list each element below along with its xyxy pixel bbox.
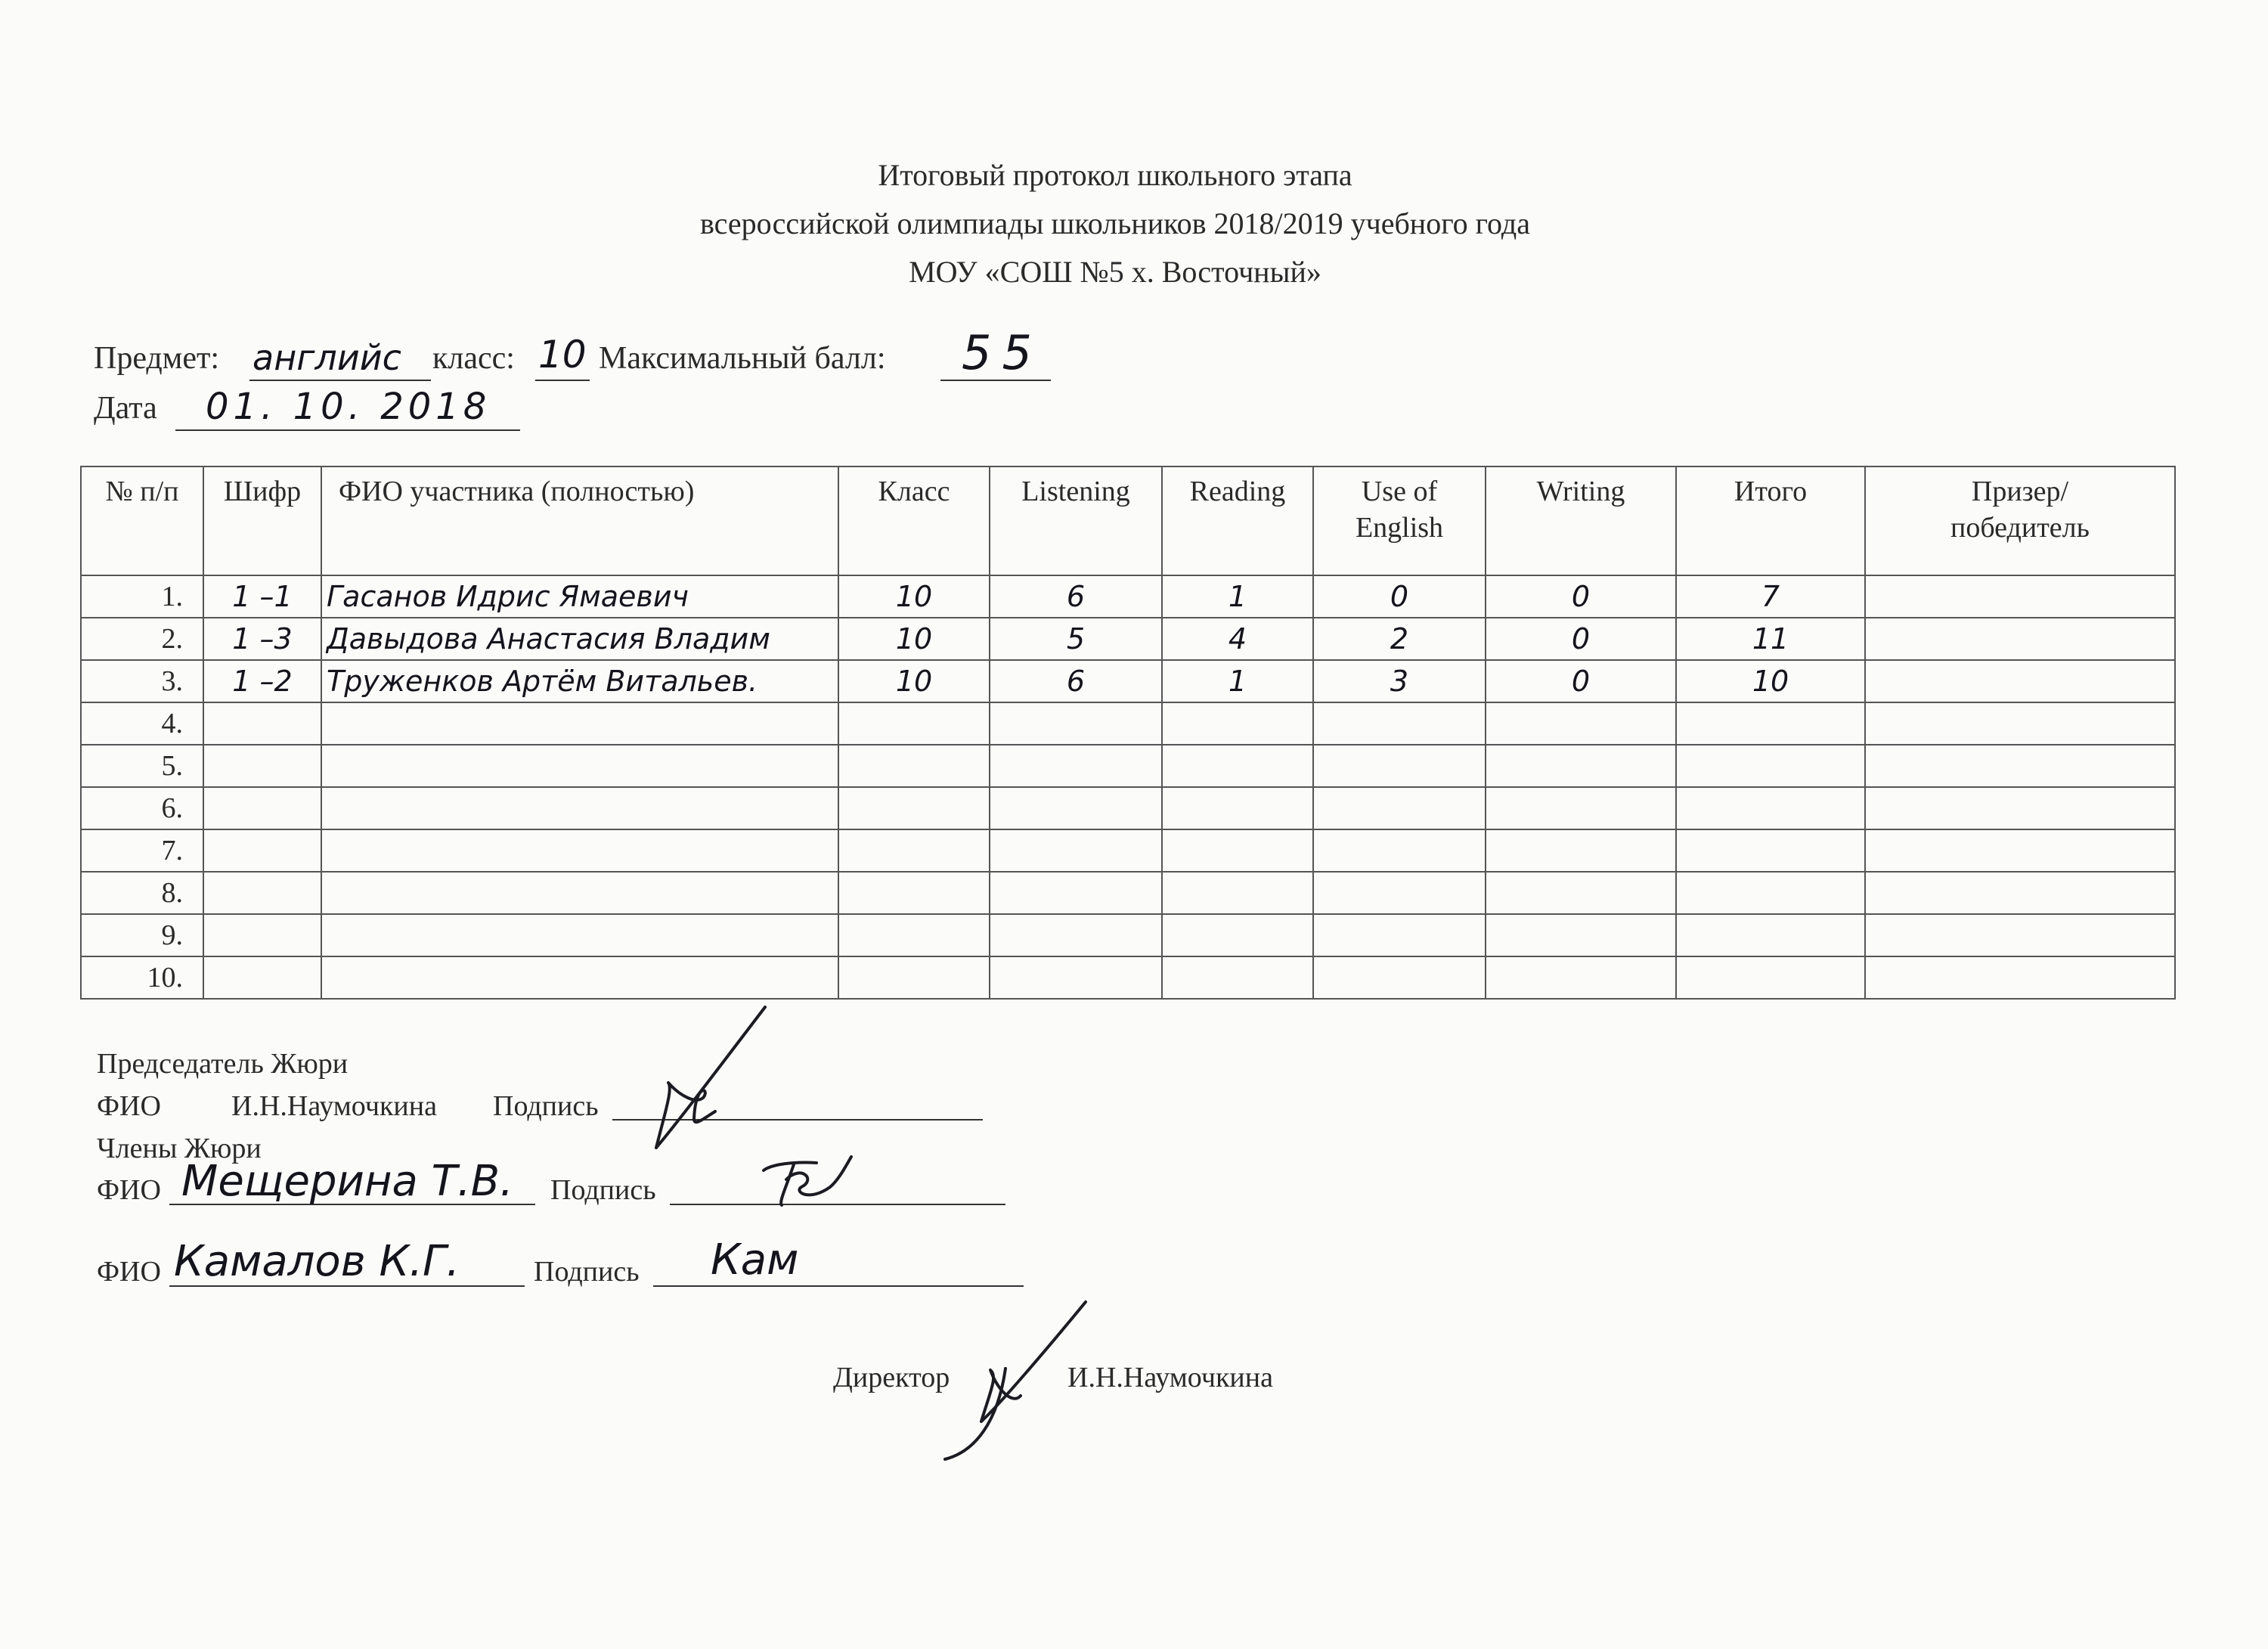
chair-name: И.Н.Наумочкина xyxy=(231,1090,437,1122)
member1-signature-scribble xyxy=(764,1157,851,1205)
header-class: Класс xyxy=(838,466,990,575)
director-signature-scribble xyxy=(945,1302,1086,1459)
title-line-1: Итоговый протокол школьного этапа xyxy=(878,158,1352,192)
row-num-cell: 9. xyxy=(81,914,203,956)
director-label: Директор xyxy=(833,1362,950,1393)
row-use-of-english-cell: 0 xyxy=(1313,575,1486,618)
header-total: Итого xyxy=(1676,466,1865,575)
row-num-cell: 5. xyxy=(81,745,203,787)
class-label: класс: xyxy=(432,341,515,376)
row-code-cell: 1 –2 xyxy=(203,660,321,702)
header-use-of-english-line1: Use of xyxy=(1361,476,1438,507)
row-listening-cell: 6 xyxy=(990,575,1162,618)
row-listening-cell: 5 xyxy=(990,618,1162,660)
row-code-cell: 1 –1 xyxy=(203,575,321,618)
header-reading: Reading xyxy=(1162,466,1313,575)
row-class-cell: 10 xyxy=(838,575,990,618)
header-code: Шифр xyxy=(203,466,321,575)
row-writing-cell: 0 xyxy=(1486,660,1676,702)
row-reading-cell: 1 xyxy=(1162,660,1313,702)
row-num-cell: 3. xyxy=(81,660,203,702)
header-use-of-english-line2: English xyxy=(1355,512,1444,544)
chair-label: Председатель Жюри xyxy=(97,1048,349,1080)
subject-label: Предмет: xyxy=(94,341,220,376)
title-line-3: МОУ «СОШ №5 х. Восточный» xyxy=(909,255,1321,289)
member1-fio-label: ФИО xyxy=(97,1174,161,1206)
header-prize-line1: Призер/ xyxy=(1971,476,2069,507)
header-writing: Writing xyxy=(1486,466,1676,575)
header-num: № п/п xyxy=(81,466,203,575)
row-num-cell: 7. xyxy=(81,829,203,872)
row-total-cell: 10 xyxy=(1676,660,1865,702)
row-num-cell: 10. xyxy=(81,956,203,999)
class-value: 10 xyxy=(538,333,587,377)
chair-signature-label: Подпись xyxy=(493,1090,599,1122)
row-num-cell: 2. xyxy=(81,618,203,660)
max-score-value: 55 xyxy=(962,325,1043,380)
header-listening: Listening xyxy=(990,466,1162,575)
row-listening-cell: 6 xyxy=(990,660,1162,702)
member1-signature-label: Подпись xyxy=(550,1174,656,1206)
row-num-cell: 1. xyxy=(81,575,203,618)
chair-fio-label: ФИО xyxy=(97,1090,161,1122)
row-code-cell: 1 –3 xyxy=(203,618,321,660)
row-name-cell: Давыдова Анастасия Владим xyxy=(321,618,838,660)
row-use-of-english-cell: 3 xyxy=(1313,660,1486,702)
max-score-label: Максимальный балл: xyxy=(599,341,886,376)
members-label: Члены Жюри xyxy=(97,1133,262,1164)
member2-name: Камалов К.Г. xyxy=(174,1237,460,1286)
row-num-cell: 6. xyxy=(81,787,203,829)
row-class-cell: 10 xyxy=(838,618,990,660)
member2-signature: Кам xyxy=(711,1235,799,1285)
row-total-cell: 7 xyxy=(1676,575,1865,618)
subject-value: английс xyxy=(253,337,401,378)
row-name-cell: Труженков Артём Витальев. xyxy=(321,660,838,702)
member2-fio-label: ФИО xyxy=(97,1256,161,1288)
row-num-cell: 4. xyxy=(81,702,203,745)
row-writing-cell: 0 xyxy=(1486,575,1676,618)
member2-signature-label: Подпись xyxy=(534,1256,640,1288)
date-label: Дата xyxy=(94,391,157,426)
row-use-of-english-cell: 2 xyxy=(1313,618,1486,660)
row-total-cell: 11 xyxy=(1676,618,1865,660)
header-name: ФИО участника (полностью) xyxy=(321,466,838,575)
title-line-2: всероссийской олимпиады школьников 2018/2019 учебного года xyxy=(700,206,1530,240)
row-num-cell: 8. xyxy=(81,872,203,914)
chair-signature-scribble xyxy=(656,1007,765,1148)
row-name-cell: Гасанов Идрис Ямаевич xyxy=(321,575,838,618)
row-class-cell: 10 xyxy=(838,660,990,702)
director-name: И.Н.Наумочкина xyxy=(1067,1362,1273,1393)
header-prize-line2: победитель xyxy=(1950,512,2090,544)
row-reading-cell: 1 xyxy=(1162,575,1313,618)
row-writing-cell: 0 xyxy=(1486,618,1676,660)
date-value: 01. 10. 2018 xyxy=(206,386,491,428)
row-reading-cell: 4 xyxy=(1162,618,1313,660)
member1-name: Мещерина Т.В. xyxy=(181,1157,513,1206)
